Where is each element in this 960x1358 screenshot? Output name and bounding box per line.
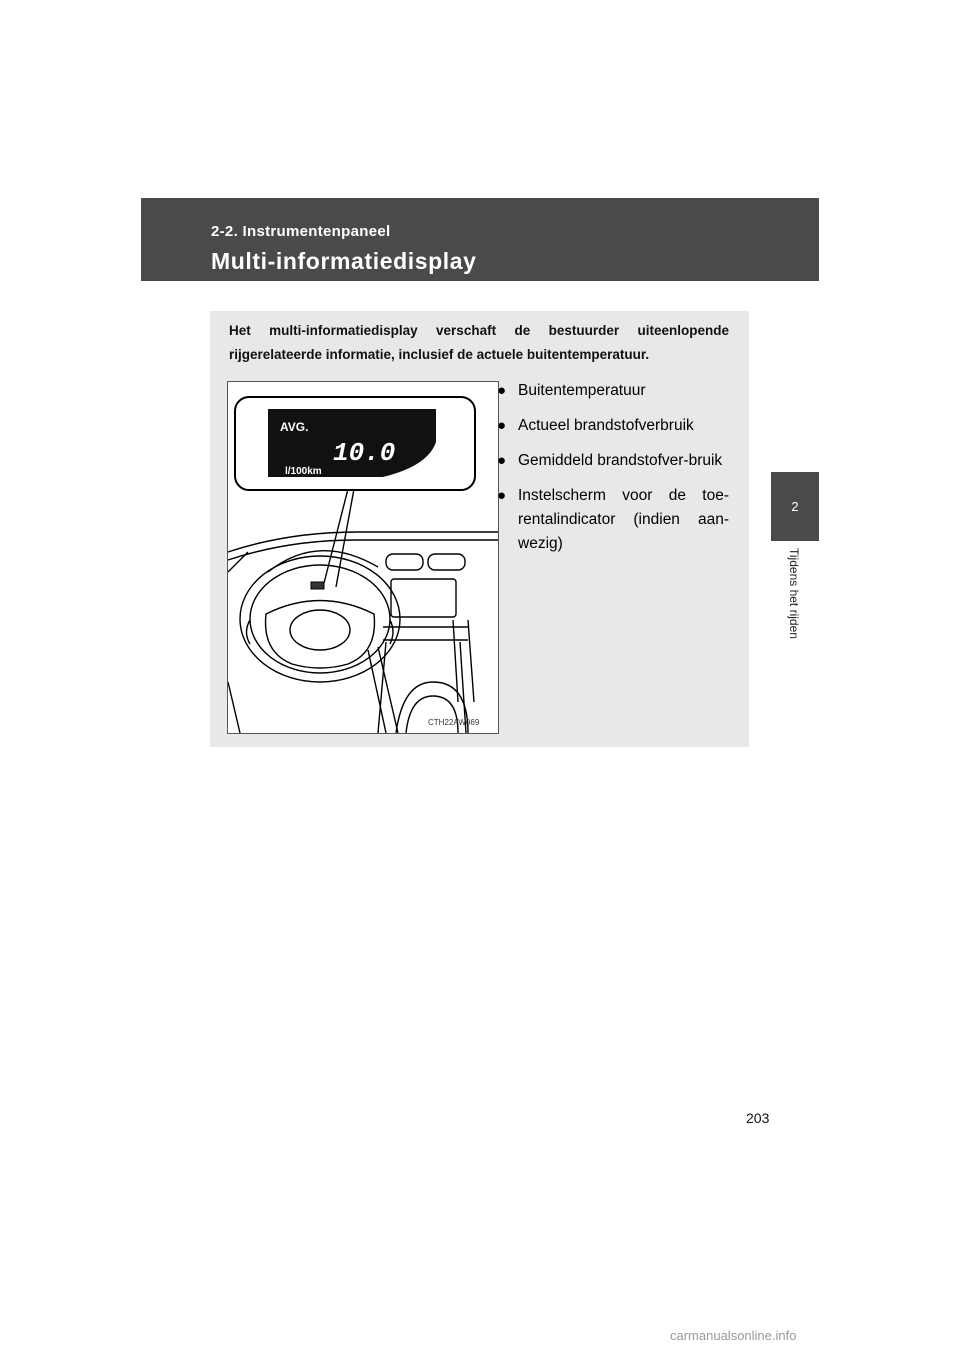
chapter-number: 2 [791,499,799,514]
list-item [497,414,729,438]
page-number: 203 [746,1110,770,1126]
list-item [497,484,729,556]
list-item [497,449,729,473]
bullet-icon: ● [497,417,507,434]
list-item-text: Buitentemperatuur [518,382,646,399]
page-title: Multi-informatiedisplay [211,248,477,274]
display-mode-label: AVG. [280,420,309,434]
display-value: 10.0 [333,438,396,468]
bullet-icon: ● [497,382,507,399]
list-item [497,379,729,403]
section-label: 2-2. Instrumentenpaneel [211,223,391,240]
intro-text: Het multi-informatiedisplay verschaft de bestuurder uiteenlopende rijgerelateerde informatie, inclusief de actuele buitentemperatuur. [229,323,729,362]
list-item-text: Actueel brandstofverbruik [518,417,694,434]
chapter-header [141,198,819,281]
list-item-text: Instelscherm voor de toe-rentalindicator (indien aan-wezig) [518,487,729,552]
content-box [210,311,749,747]
chapter-tab [771,472,819,541]
bullet-icon: ● [497,452,507,469]
bullet-icon: ● [497,487,507,504]
image-code: CTH22AW069 [428,718,480,727]
dashboard-illustration [227,381,499,734]
chapter-side-label: Tijdens het rijden [787,548,801,639]
dashboard-drawing [228,382,498,733]
list-item-text: Gemiddeld brandstofver-bruik [518,452,723,469]
feature-list [497,379,729,567]
watermark: carmanualsonline.info [670,1328,797,1343]
display-unit: l/100km [285,466,322,477]
